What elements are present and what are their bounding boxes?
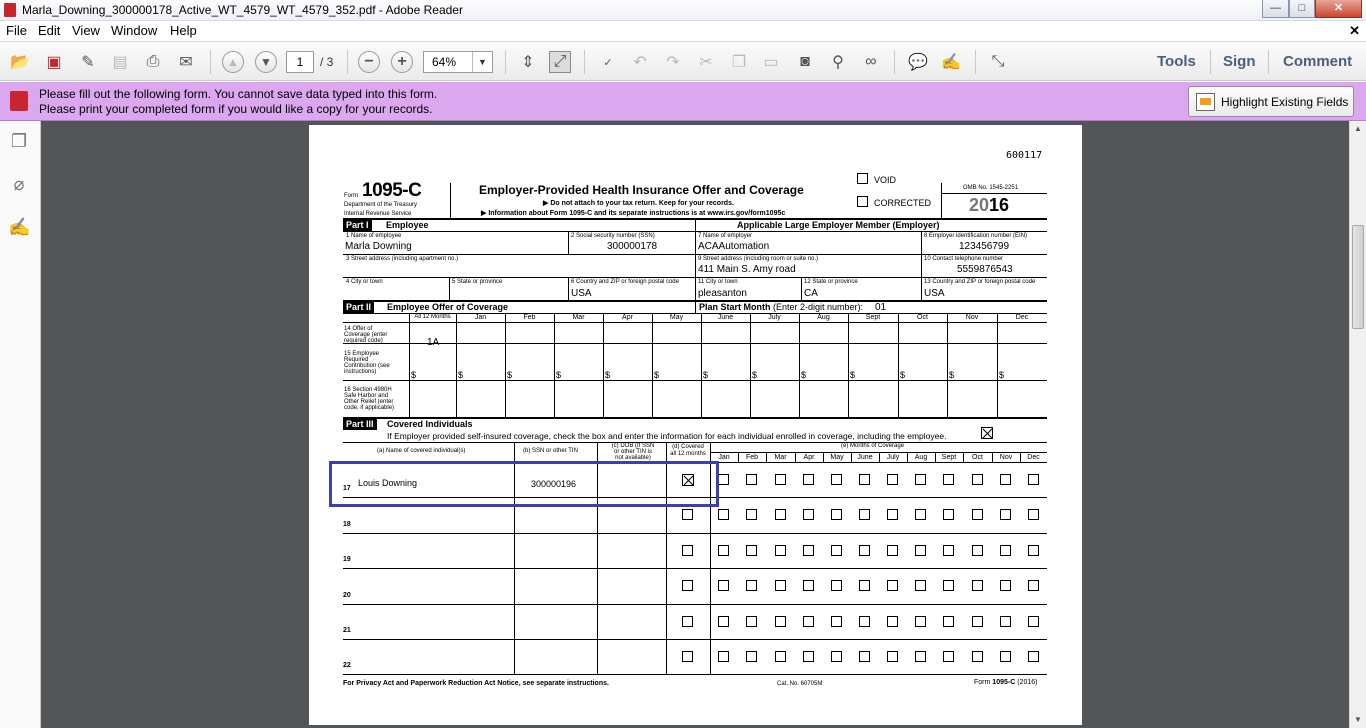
signatures-icon[interactable]: ✍	[8, 217, 31, 237]
line-16-cell[interactable]	[554, 380, 603, 417]
col-e-header: (e) Months of Coverage	[841, 443, 905, 449]
form-subtitle-2: ▶ Information about Form 1095-C and its separate instructions is at www.irs.gov/form1095c	[481, 210, 786, 217]
coverage-month-checkbox[interactable]	[718, 580, 729, 591]
coverage-month-checkbox[interactable]	[718, 474, 729, 485]
line-16-cell[interactable]	[750, 380, 799, 417]
scroll-down-icon[interactable]: ▼	[1354, 715, 1362, 724]
line-16-cell[interactable]	[603, 380, 652, 417]
field-11-label: 11 City or town	[698, 279, 738, 285]
self-insured-checkbox[interactable]	[981, 427, 993, 439]
month-header: Mar	[572, 314, 585, 321]
employer-city-field[interactable]: pleasanton	[698, 288, 747, 299]
line-14-cell[interactable]	[848, 322, 898, 343]
undo-icon[interactable]: ↶	[633, 54, 647, 71]
menu-view[interactable]: View	[72, 23, 100, 38]
coverage-month-checkbox[interactable]	[775, 474, 786, 485]
fit-width-icon[interactable]: ⤢	[549, 51, 571, 73]
email-icon[interactable]: ✉	[179, 54, 193, 71]
coverage-month-checkbox[interactable]	[718, 545, 729, 556]
coverage-month-checkbox[interactable]	[887, 616, 898, 627]
coverage-month-checkbox[interactable]	[775, 580, 786, 591]
dollar-sign: $	[850, 370, 856, 380]
line-16-cell[interactable]	[799, 380, 848, 417]
dollar-sign: $	[949, 370, 955, 380]
employer-section-title: Applicable Large Employer Member (Employer)	[737, 220, 940, 230]
line-16-cell[interactable]	[898, 380, 947, 417]
coverage-month-checkbox[interactable]	[915, 474, 926, 485]
covered-all-12-checkbox[interactable]	[682, 509, 693, 520]
comment-pane-button[interactable]: Comment	[1283, 53, 1353, 70]
selected-row-highlight	[329, 461, 719, 507]
row-number: 21	[343, 627, 351, 634]
part1-label: Part I	[343, 220, 372, 231]
coverage-month-checkbox[interactable]	[1028, 580, 1039, 591]
zoom-select[interactable]	[423, 51, 493, 73]
coverage-month-checkbox[interactable]	[943, 580, 954, 591]
dollar-sign: $	[654, 370, 660, 380]
coverage-month-checkbox[interactable]	[972, 545, 983, 556]
coverage-month-checkbox[interactable]	[972, 509, 983, 520]
title-bar	[0, 0, 1366, 21]
pages-icon[interactable]: ❐	[10, 131, 28, 151]
month-header: May	[669, 314, 684, 321]
contact-phone-field[interactable]: 5559876543	[957, 264, 1013, 275]
coverage-month-header: Apr	[803, 454, 815, 461]
col-c-header: (c) DOB (If SSN or other TIN is not available)	[611, 443, 655, 461]
highlight-icon	[1196, 93, 1215, 111]
coverage-month-checkbox[interactable]	[1000, 509, 1011, 520]
coverage-month-checkbox[interactable]	[943, 616, 954, 627]
print-icon[interactable]: ⎙	[146, 53, 160, 70]
document-view[interactable]	[41, 121, 1349, 728]
coverage-month-header: Mar	[774, 454, 787, 461]
line-15-label: 15 Employee Required Contribution (see instructions)	[344, 351, 390, 375]
line-16-cell[interactable]	[409, 380, 456, 417]
snapshot-icon[interactable]: ◙	[800, 53, 810, 70]
month-header: July	[768, 314, 781, 321]
omb-number: OMB No. 1545-2251	[963, 185, 1019, 191]
copy-icon[interactable]: ❐	[731, 54, 747, 71]
coverage-month-checkbox[interactable]	[915, 545, 926, 556]
coverage-month-checkbox[interactable]	[831, 616, 842, 627]
cut-icon[interactable]: ✂	[699, 54, 713, 71]
footer-privacy-notice: For Privacy Act and Paperwork Reduction Act Notice, see separate instructions.	[343, 680, 609, 687]
corrected-label: CORRECTED	[874, 198, 932, 208]
coverage-month-header: Sept	[941, 454, 957, 461]
employer-ein-field[interactable]: 123456799	[959, 241, 1010, 252]
row-number: 17	[343, 485, 351, 492]
line-14-cell[interactable]	[554, 322, 603, 343]
line-16-cell[interactable]	[947, 380, 997, 417]
coverage-month-header: Nov	[999, 454, 1013, 461]
covered-all-12-checkbox[interactable]	[682, 545, 693, 556]
coverage-month-checkbox[interactable]	[1028, 509, 1039, 520]
coverage-month-checkbox[interactable]	[943, 651, 954, 662]
coverage-month-checkbox[interactable]	[775, 616, 786, 627]
dollar-sign: $	[411, 370, 417, 380]
coverage-month-checkbox[interactable]	[915, 509, 926, 520]
menu-window[interactable]: Window	[111, 23, 158, 38]
row-number: 22	[343, 662, 351, 669]
coverage-month-checkbox[interactable]	[803, 545, 814, 556]
covered-name-field[interactable]: Louis Downing	[358, 478, 418, 488]
coverage-month-checkbox[interactable]	[718, 651, 729, 662]
coverage-month-checkbox[interactable]	[943, 474, 954, 485]
coverage-month-header: Oct	[972, 454, 983, 461]
line-16-cell[interactable]	[652, 380, 701, 417]
coverage-month-checkbox[interactable]	[859, 474, 870, 485]
month-header: Jan	[474, 314, 487, 321]
coverage-month-checkbox[interactable]	[887, 580, 898, 591]
redo-icon[interactable]: ↷	[666, 54, 680, 71]
coverage-month-checkbox[interactable]	[831, 474, 842, 485]
field-13-label: 13 Country and ZIP or foreign postal code	[924, 279, 1036, 285]
row-number: 19	[343, 556, 351, 563]
plan-start-month: Plan Start Month (Enter 2-digit number):	[699, 302, 864, 312]
form-word: Form	[344, 193, 358, 199]
coverage-month-checkbox[interactable]	[831, 580, 842, 591]
vertical-scrollbar[interactable]	[1349, 121, 1366, 728]
menu-help[interactable]: Help	[170, 23, 197, 38]
coverage-month-checkbox[interactable]	[1028, 545, 1039, 556]
dollar-sign: $	[556, 370, 562, 380]
coverage-month-checkbox[interactable]	[972, 580, 983, 591]
month-header: Sept	[865, 314, 881, 321]
coverage-month-checkbox[interactable]	[887, 474, 898, 485]
field-1-label: 1 Name of employee	[346, 233, 402, 239]
highlight-fields-button[interactable]: Highlight Existing Fields	[1188, 86, 1354, 117]
line-16-label: 16 Section 4980H Safe Harbor and Other Relief (enter code, if applicable)	[344, 387, 395, 411]
zoom-value: 64%	[432, 55, 457, 69]
dollar-sign: $	[900, 370, 906, 380]
field-9-label: 9 Street address (including room or suite no.)	[698, 256, 819, 262]
coverage-month-checkbox[interactable]	[775, 509, 786, 520]
part3-label: Part III	[343, 419, 377, 430]
menu-file[interactable]: File	[6, 23, 27, 38]
line-14-cell[interactable]	[947, 322, 997, 343]
coverage-month-header: Feb	[745, 454, 759, 461]
coverage-month-checkbox[interactable]	[746, 616, 757, 627]
coverage-month-checkbox[interactable]	[887, 509, 898, 520]
plan-start-month-field[interactable]: 01	[875, 302, 887, 313]
field-7-label: 7 Name of employer	[698, 233, 753, 239]
fit-page-icon[interactable]: ⇕	[521, 54, 535, 71]
dollar-sign: $	[458, 370, 464, 380]
dept-line-1: Department of the Treasury	[344, 202, 418, 208]
attachments-icon[interactable]: ⌀	[13, 174, 25, 194]
coverage-month-checkbox[interactable]	[775, 651, 786, 662]
search-icon[interactable]: ⚲	[832, 54, 844, 71]
month-header: June	[717, 314, 734, 321]
part2-title: Employee Offer of Coverage	[387, 302, 509, 312]
month-header: Aug	[817, 314, 830, 321]
coverage-month-checkbox[interactable]	[1028, 474, 1039, 485]
month-header: Feb	[523, 314, 536, 321]
coverage-month-checkbox[interactable]	[915, 651, 926, 662]
line-14-cell[interactable]	[997, 322, 1047, 343]
coverage-month-checkbox[interactable]	[1000, 474, 1011, 485]
open-icon[interactable]: 📂	[10, 54, 30, 71]
coverage-month-checkbox[interactable]	[803, 651, 814, 662]
month-header: Nov	[965, 314, 979, 321]
edit-icon[interactable]: ✎	[81, 54, 95, 71]
coverage-month-checkbox[interactable]	[803, 580, 814, 591]
dept-line-2: Internal Revenue Service	[344, 211, 412, 217]
line-14-cell[interactable]	[456, 322, 505, 343]
part3-title: Covered Individuals	[387, 419, 473, 429]
save-icon[interactable]: ▤	[112, 54, 128, 71]
dollar-sign: $	[703, 370, 709, 380]
navigation-pane	[0, 121, 41, 728]
footer-form-id: Form 1095-C (2016)	[974, 679, 1038, 686]
col-b-header: (b) SSN or other TIN	[523, 448, 578, 454]
form-info-bar	[0, 82, 1366, 121]
line-14-cell[interactable]	[603, 322, 652, 343]
coverage-month-header: Jan	[718, 454, 730, 461]
month-header: Dec	[1015, 314, 1029, 321]
coverage-month-checkbox[interactable]	[943, 509, 954, 520]
covered-ssn-field[interactable]: 300000196	[531, 479, 577, 489]
coverage-month-checkbox[interactable]	[972, 651, 983, 662]
row-number: 18	[343, 521, 351, 528]
coverage-month-checkbox[interactable]	[859, 509, 870, 520]
coverage-month-checkbox[interactable]	[859, 651, 870, 662]
part3-description: If Employer provided self-insured coverage, check the box and enter the information for each individual enrolled in coverage, including the employee.	[387, 431, 947, 441]
coverage-month-checkbox[interactable]	[831, 509, 842, 520]
employee-ssn-field[interactable]: 300000178	[607, 241, 658, 252]
dollar-sign: $	[752, 370, 758, 380]
month-header: Oct	[917, 314, 928, 321]
comment-icon[interactable]: 💬	[908, 54, 928, 71]
page-up-icon[interactable]: ▲	[222, 51, 244, 73]
coverage-month-checkbox[interactable]	[831, 651, 842, 662]
field-2-label: 2 Social security number (SSN)	[571, 233, 655, 239]
line-14-cell[interactable]	[652, 322, 701, 343]
month-header: All 12 Months	[414, 314, 451, 320]
col-d-header: (d) Covered all 12 months	[670, 444, 706, 457]
paste-icon[interactable]: ▭	[763, 54, 779, 71]
employer-address-field[interactable]: 411 Main S. Amy road	[698, 264, 796, 275]
chevron-down-icon[interactable]: ▼	[472, 52, 492, 72]
close-window-button[interactable]: ✕	[1315, 0, 1362, 18]
coverage-month-checkbox[interactable]	[859, 580, 870, 591]
toolbar	[0, 41, 1366, 81]
line-16-cell[interactable]	[848, 380, 898, 417]
dollar-sign: $	[605, 370, 611, 380]
covered-all-12-checkbox[interactable]	[682, 616, 693, 627]
coverage-month-checkbox[interactable]	[718, 616, 729, 627]
month-header: Apr	[622, 314, 633, 321]
markup-icon[interactable]: ✍	[941, 54, 961, 71]
line-14-cell[interactable]	[750, 322, 799, 343]
form-notice-icon	[10, 91, 28, 111]
coverage-month-header: Aug	[914, 454, 928, 461]
field-3-label: 3 Street address (including apartment no.)	[346, 256, 459, 262]
part1-title: Employee	[386, 220, 429, 230]
coverage-month-checkbox[interactable]	[859, 616, 870, 627]
coverage-month-checkbox[interactable]	[746, 545, 757, 556]
maximize-button[interactable]: □	[1289, 0, 1315, 18]
coverage-month-checkbox[interactable]	[746, 580, 757, 591]
employee-name-field[interactable]: Marla Downing	[345, 241, 412, 252]
part2-label: Part II	[343, 302, 374, 313]
line-14-label: 14 Offer of Coverage (enter required code)	[344, 326, 388, 344]
zoom-in-icon[interactable]: +	[391, 51, 413, 73]
info-line-1: Please fill out the following form. You cannot save data typed into this form.	[39, 87, 438, 101]
line-14-cell[interactable]	[799, 322, 848, 343]
coverage-month-checkbox[interactable]	[803, 509, 814, 520]
coverage-month-checkbox[interactable]	[1028, 651, 1039, 662]
sign-pane-button[interactable]: Sign	[1223, 53, 1256, 70]
coverage-month-checkbox[interactable]	[746, 651, 757, 662]
line-16-cell[interactable]	[701, 380, 750, 417]
employee-country-field[interactable]: USA	[571, 288, 592, 299]
zoom-out-icon[interactable]: −	[358, 51, 380, 73]
line-14-cell[interactable]	[898, 322, 947, 343]
form-title: Employer-Provided Health Insurance Offer and Coverage	[479, 183, 804, 197]
coverage-month-checkbox[interactable]	[1000, 616, 1011, 627]
covered-all-12-checkbox[interactable]	[682, 651, 693, 662]
minimize-button[interactable]: —	[1262, 0, 1289, 18]
coverage-month-checkbox[interactable]	[803, 616, 814, 627]
field-10-label: 10 Contact telephone number	[924, 256, 1004, 262]
menu-bar	[0, 21, 1366, 41]
coverage-month-checkbox[interactable]	[887, 651, 898, 662]
line-16-cell[interactable]	[505, 380, 554, 417]
spell-icon[interactable]: ✓	[603, 56, 613, 69]
row-number: 20	[343, 592, 351, 599]
covered-all-12-checkbox[interactable]	[682, 580, 693, 591]
coverage-month-header: July	[886, 454, 900, 461]
coverage-month-checkbox[interactable]	[803, 474, 814, 485]
tools-pane-button[interactable]: Tools	[1157, 53, 1196, 70]
coverage-month-checkbox[interactable]	[718, 509, 729, 520]
coverage-month-checkbox[interactable]	[1000, 651, 1011, 662]
coverage-month-checkbox[interactable]	[1000, 545, 1011, 556]
menu-edit[interactable]: Edit	[38, 23, 61, 38]
form-subtitle-1: ▶ Do not attach to your tax return. Keep for your records.	[543, 200, 734, 207]
employer-country-field[interactable]: USA	[924, 288, 945, 299]
dollar-sign: $	[999, 370, 1005, 380]
form-code: 600117	[1006, 150, 1043, 161]
full-screen-icon[interactable]: ⤡	[991, 53, 1005, 70]
info-line-2: Please print your completed form if you would like a copy for your records.	[39, 102, 433, 116]
col-a-header: (a) Name of covered individual(s)	[377, 448, 466, 454]
coverage-month-checkbox[interactable]	[1000, 580, 1011, 591]
coverage-month-checkbox[interactable]	[1028, 616, 1039, 627]
dollar-sign: $	[507, 370, 513, 380]
coverage-month-checkbox[interactable]	[972, 474, 983, 485]
coverage-month-checkbox[interactable]	[915, 580, 926, 591]
page-number-input[interactable]: 1	[286, 51, 314, 73]
line-16-cell[interactable]	[456, 380, 505, 417]
coverage-month-checkbox[interactable]	[915, 616, 926, 627]
scroll-thumb[interactable]	[1352, 225, 1364, 329]
coverage-month-checkbox[interactable]	[831, 545, 842, 556]
footer-cat-number: Cat. No. 60705M	[777, 681, 823, 687]
coverage-month-header: May	[830, 454, 844, 461]
line-16-cell[interactable]	[997, 380, 1047, 417]
pdf-page	[309, 125, 1082, 725]
coverage-month-header: Dec	[1027, 454, 1040, 461]
pdf-file-icon	[4, 3, 16, 17]
tax-year: 2016	[969, 195, 1010, 215]
line-14-all-months-field[interactable]: 1A	[427, 337, 440, 348]
page-total: / 3	[320, 55, 334, 69]
field-4-label: 4 City or town	[346, 279, 383, 285]
line-14-cell[interactable]	[701, 322, 750, 343]
coverage-month-checkbox[interactable]	[746, 474, 757, 485]
employer-state-field[interactable]: CA	[804, 288, 818, 299]
coverage-month-checkbox[interactable]	[775, 545, 786, 556]
scroll-up-icon[interactable]: ▲	[1354, 124, 1362, 133]
coverage-month-checkbox[interactable]	[972, 616, 983, 627]
binoculars-icon[interactable]: ∞	[865, 53, 877, 70]
dollar-sign: $	[801, 370, 807, 380]
field-8-label: 8 Employer identification number (EIN)	[924, 233, 1028, 239]
employer-name-field[interactable]: ACAAutomation	[698, 241, 770, 252]
coverage-month-checkbox[interactable]	[943, 545, 954, 556]
void-checkbox[interactable]	[857, 173, 868, 184]
window-title: Marla_Downing_300000178_Active_WT_4579_WT_4579_352.pdf - Adobe Reader	[22, 3, 463, 17]
void-label: VOID	[874, 175, 897, 185]
field-5-label: 5 State or province	[452, 279, 503, 285]
coverage-month-checkbox[interactable]	[859, 545, 870, 556]
field-6-label: 6 Country and ZIP or foreign postal code	[571, 279, 679, 285]
coverage-month-checkbox[interactable]	[746, 509, 757, 520]
coverage-month-header: June	[857, 454, 873, 461]
page-down-icon[interactable]: ▼	[255, 51, 277, 73]
field-12-label: 12 State or province	[804, 279, 858, 285]
create-pdf-icon[interactable]: ▣	[46, 54, 62, 71]
form-number: 1095-C	[362, 180, 422, 201]
close-document-icon[interactable]: ✕	[1349, 23, 1360, 38]
corrected-checkbox[interactable]	[857, 196, 868, 207]
coverage-month-checkbox[interactable]	[887, 545, 898, 556]
line-14-cell[interactable]	[505, 322, 554, 343]
